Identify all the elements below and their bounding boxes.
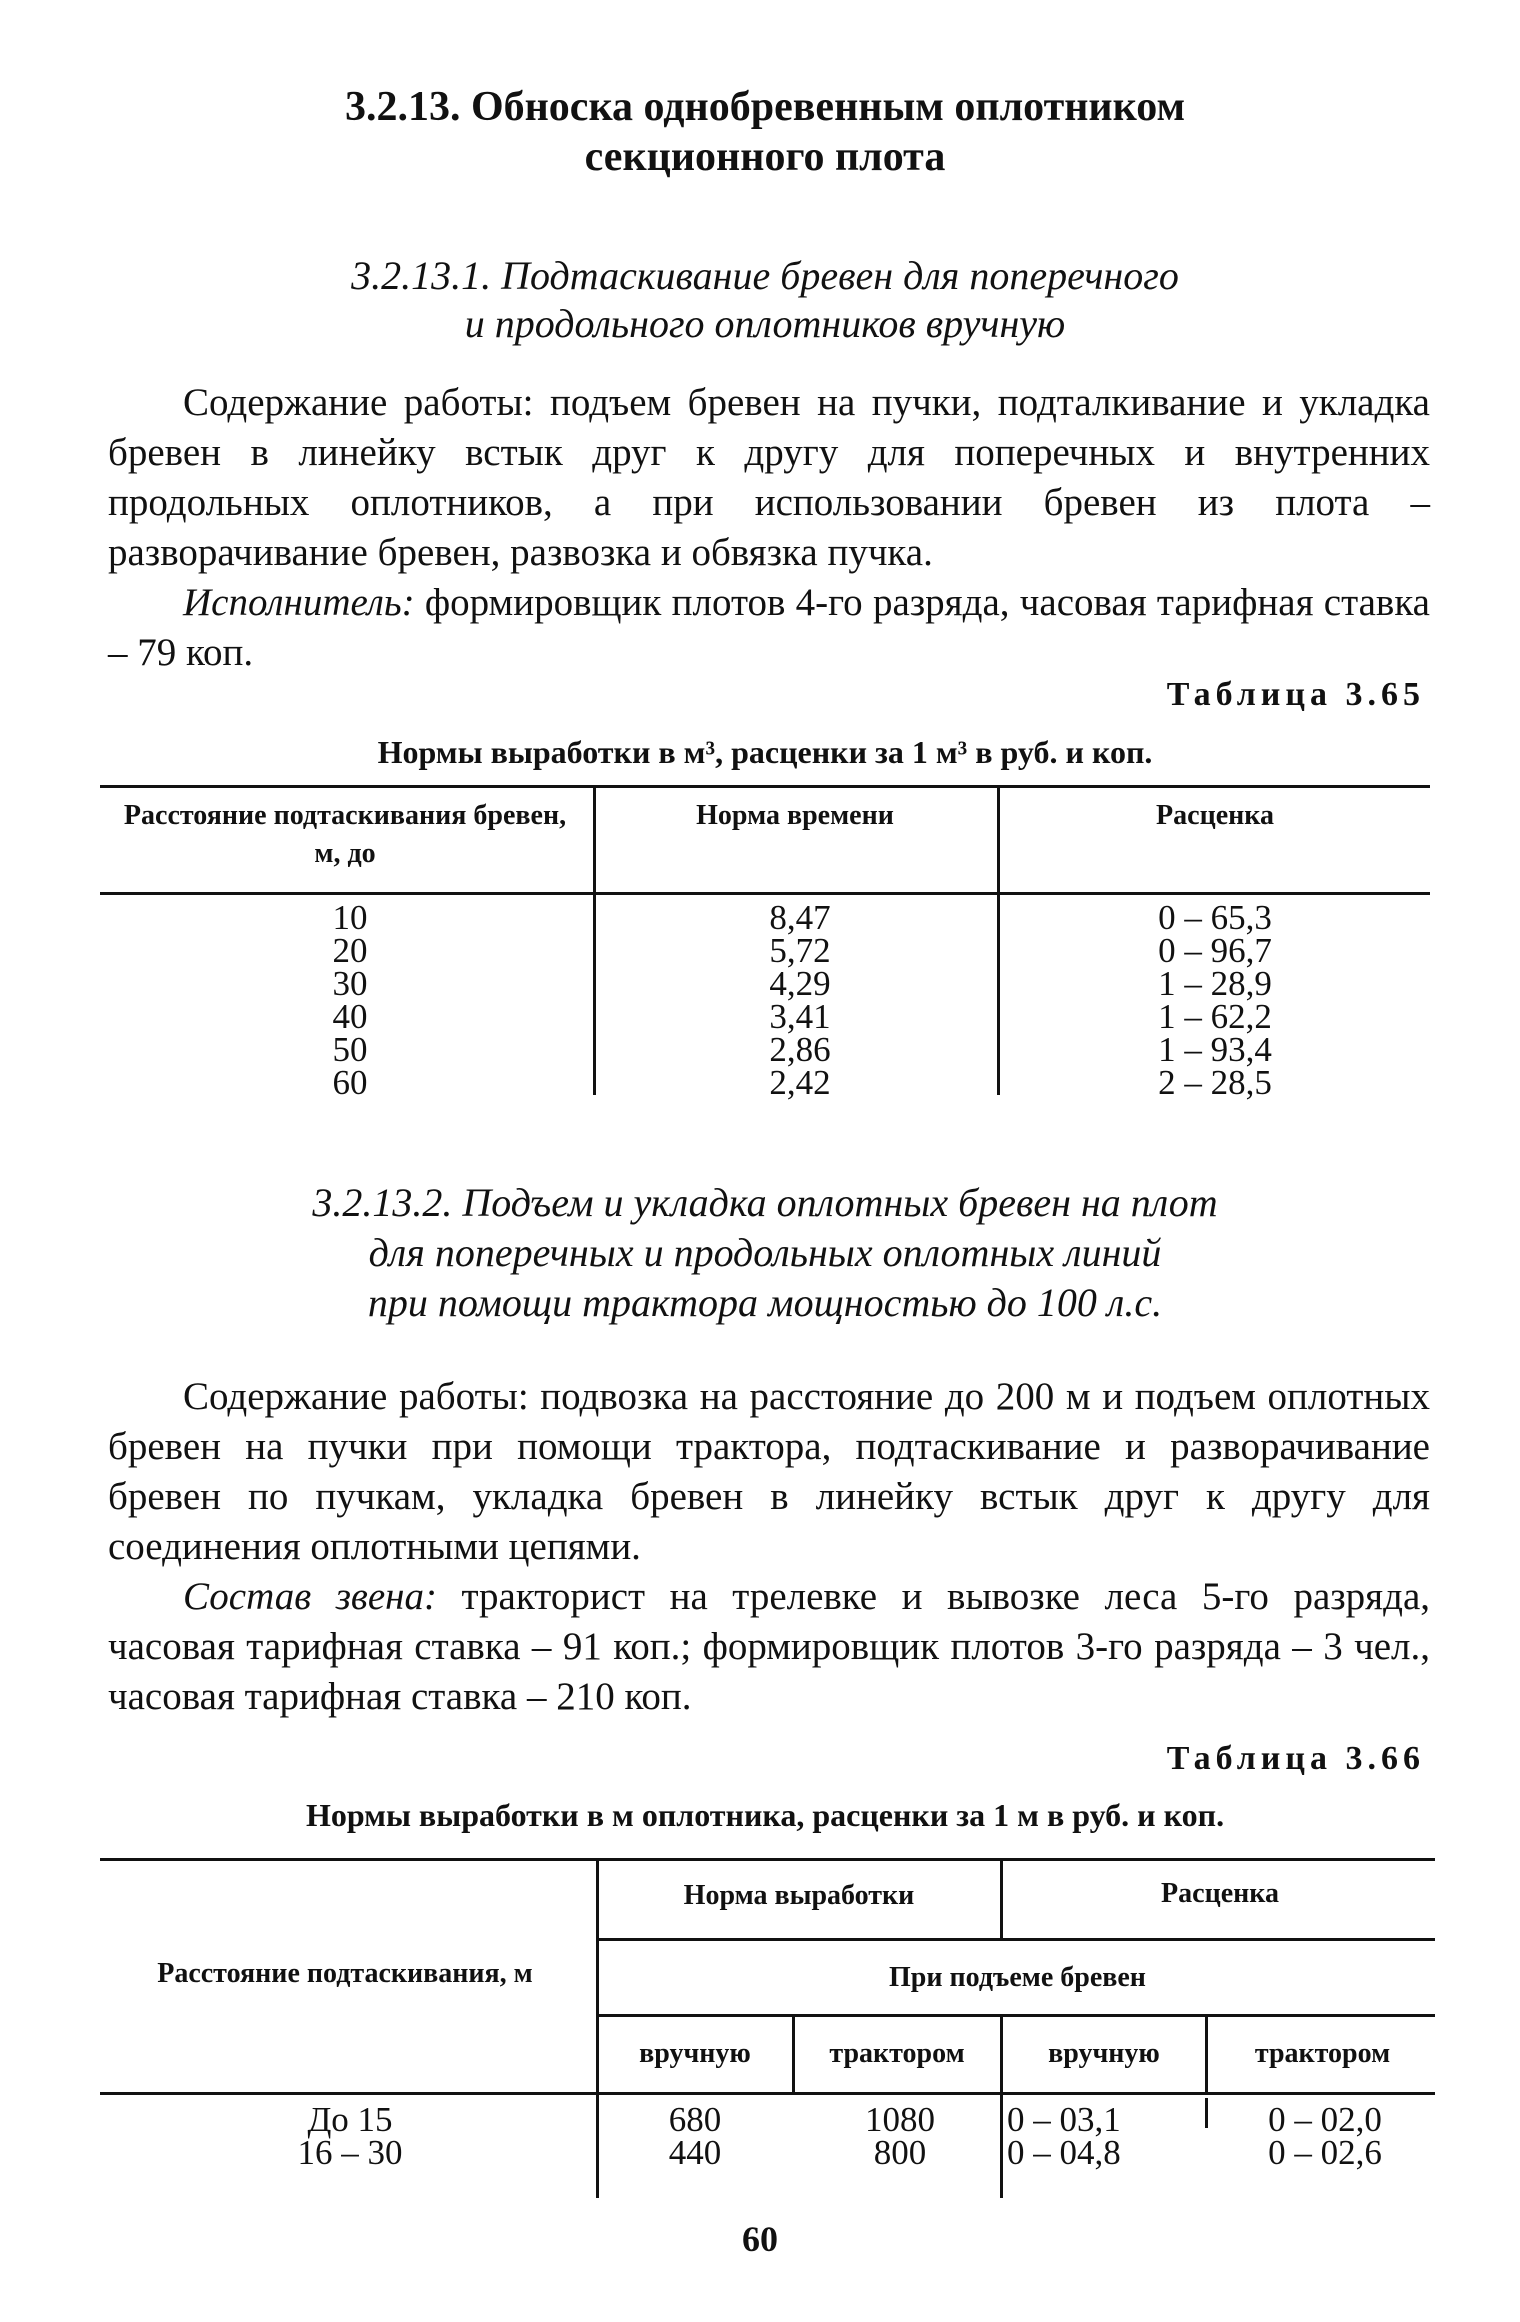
table-366-label: Таблица 3.66: [1166, 1740, 1425, 1777]
table-366-divider-sub-1: [792, 2014, 795, 2092]
table-365-col-price: 0 – 65,3 0 – 96,7 1 – 28,9 1 – 62,2 1 – 93,4 2 – 28,5: [1158, 898, 1272, 1102]
subsection-1-title-line2: и продольного оплотников вручную: [464, 301, 1066, 346]
subsection-2-title-line1: 3.2.13.2. Подъем и укладка оплотных бревен на плот: [312, 1180, 1218, 1225]
subsection-2-title-line2: для поперечных и продольных оплотных линий: [368, 1230, 1162, 1275]
table-366-header-norm: Норма выработки: [683, 1880, 915, 1911]
table-365-divider-2: [997, 785, 1000, 1095]
section-title-line1: 3.2.13. Обноска однобревенным оплотником: [344, 84, 1186, 130]
table-366-subheader-price-tractor: трактором: [1254, 2038, 1391, 2069]
subsection-1-title-line1: 3.2.13.1. Подтаскивание бревен для поперечного: [351, 253, 1179, 298]
subsection-1-title: [200, 252, 1330, 348]
table-365-top-rule: [100, 785, 1430, 788]
table-366-header-distance: Расстояние подтаскивания, м: [157, 1958, 533, 1989]
table-366-divider-group: [1000, 1858, 1003, 1938]
table-366-top-rule: [100, 1858, 1435, 1861]
section-title: [230, 82, 1300, 182]
table-365-col-distance: 10 20 30 40 50 60: [332, 898, 368, 1102]
table-365-label: Таблица 3.65: [1166, 676, 1425, 713]
table-366-header-rule: [100, 2092, 1435, 2095]
table-365-header-distance: Расстояние подтаскивания бревен, м, до: [123, 800, 567, 869]
table-366-caption: Нормы выработки в м оплотника, расценки за 1 м в руб. и коп.: [305, 1797, 1225, 1833]
table-366-col-norm-tractor: 1080 800: [865, 2100, 935, 2172]
table-366-divider-sub-3: [1205, 2014, 1208, 2092]
table-366-lift-rule: [598, 2014, 1435, 2017]
table-365-header-norm: Норма времени: [696, 800, 894, 831]
table-366-col-distance: До 15 16 – 30: [297, 2100, 403, 2172]
table-365-col-norm: 8,47 5,72 4,29 3,41 2,86 2,42: [769, 898, 831, 1102]
table-366-header-lift: При подъеме бревен: [889, 1962, 1146, 1993]
subsection-2-content: [108, 1372, 1430, 1722]
crew-label: Состав звена:: [183, 1575, 437, 1618]
subsection-2-title-line3: при помощи трактора мощностью до 100 л.с.: [367, 1280, 1163, 1325]
table-366-divider-main: [596, 1858, 599, 2198]
section-title-line2: секционного плота: [584, 134, 946, 180]
table-365-caption: Нормы выработки в м³, расценки за 1 м³ в руб. и коп.: [377, 734, 1153, 770]
subsection-2-title: [180, 1178, 1350, 1328]
executor-label: Исполнитель:: [183, 581, 415, 624]
table-366-divider-sub-2: [1000, 2014, 1003, 2198]
table-365-header-rule: [100, 892, 1430, 895]
table-366-col-price-manual: 0 – 03,1 0 – 04,8: [1007, 2100, 1121, 2172]
table-366-col-price-tractor: 0 – 02,0 0 – 02,6: [1268, 2100, 1382, 2172]
table-365: [100, 785, 1430, 1105]
table-365-header-price: Расценка: [1156, 800, 1274, 831]
table-366-subheader-norm-manual: вручную: [639, 2038, 751, 2069]
table-366-subheader-norm-tractor: трактором: [829, 2038, 965, 2069]
page-number: 60: [742, 2219, 778, 2259]
subsection-1-content-text: Содержание работы: подъем бревен на пучки, подталкивание и укладка бревен в линейку встык друг к другу для поперечных и внутренних продольных оплотников, а при использовании бревен из плота – разворачивание бревен, развозка и обвязка пучка.: [108, 381, 1430, 574]
subsection-1-content: [108, 378, 1430, 678]
crew-text: тракторист на трелевке и вывозке леса 5-го разряда, часовая тарифная ставка – 91 коп.; формировщик плотов 3-го разряда – 3 чел., часовая тарифная ставка – 210 коп.: [108, 1575, 1431, 1718]
table-366-header-price: Расценка: [1161, 1878, 1279, 1909]
table-366-divider-body-3: [1205, 2098, 1208, 2128]
table-366-col-norm-manual: 680 440: [668, 2100, 722, 2172]
executor-text: формировщик плотов 4-го разряда, часовая тарифная ставка – 79 коп.: [108, 581, 1430, 674]
subsection-2-content-text: Содержание работы: подвозка на расстояние до 200 м и подъем оплотных бревен на пучки при помощи трактора, подтаскивание и разворачивание бревен по пучкам, укладка бревен в линейку встык друг к другу для соединения оплотными цепями.: [108, 1375, 1430, 1568]
table-366-group-rule: [598, 1938, 1435, 1941]
table-365-divider-1: [593, 785, 596, 1095]
table-366: [100, 1858, 1435, 2208]
table-366-subheader-price-manual: вручную: [1048, 2038, 1160, 2069]
